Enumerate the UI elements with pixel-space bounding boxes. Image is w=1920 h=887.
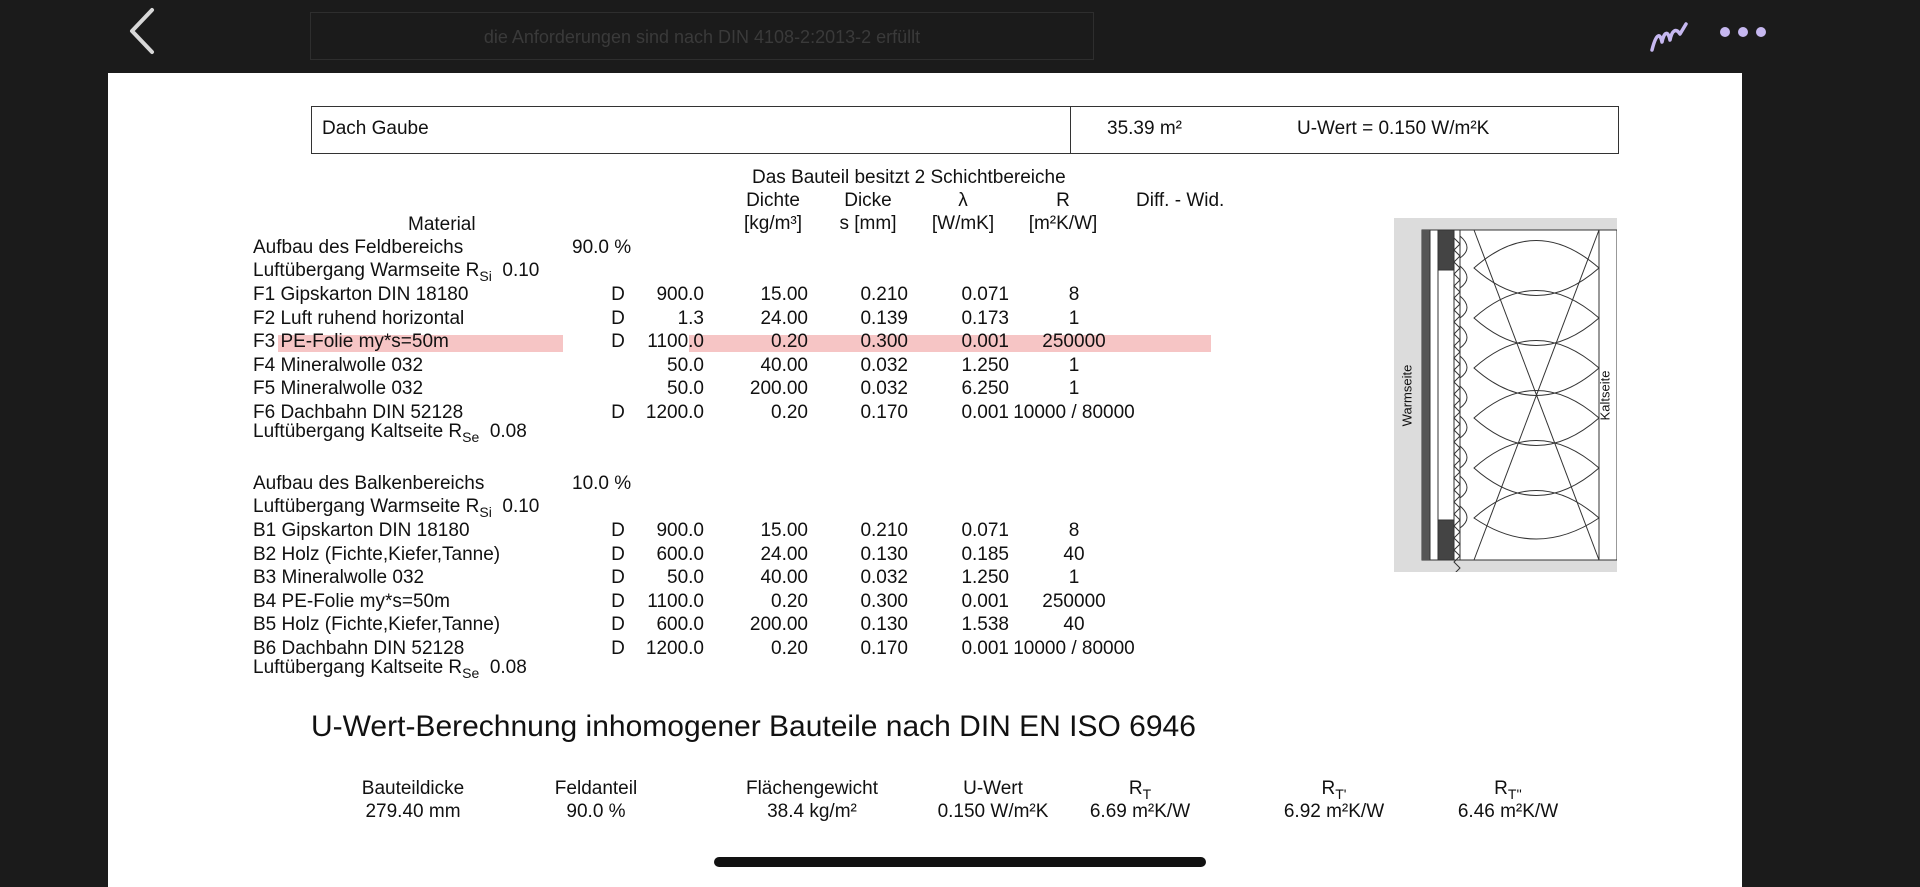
balken-cell-dicke: 24.00 [760, 543, 808, 565]
feld-cell-dichte: 1.3 [677, 307, 704, 329]
summary-label-text: Bauteildicke [361, 778, 465, 799]
feld-kalt-sub: Se [462, 428, 480, 445]
feld-cell-lambda: 0.032 [860, 354, 908, 376]
col-dichte: Dichte [746, 190, 800, 211]
feld-warm-value: 0.10 [502, 260, 540, 281]
feld-cell-diff: 1 [1068, 378, 1080, 399]
balken-cell-d: D [611, 543, 625, 565]
component-header-box [311, 106, 1619, 154]
summary-label [722, 778, 902, 800]
balken-cell-d: D [611, 567, 625, 588]
balken-cell-dichte: 600.0 [656, 614, 704, 635]
col-diff: Diff. - Wid. [1136, 190, 1225, 211]
feld-cell-name: F4 Mineralwolle 032 [253, 354, 424, 376]
balken-cell-dichte: 600.0 [656, 543, 704, 565]
back-chevron-icon[interactable] [120, 4, 160, 58]
feld-cell-dicke: 0.20 [771, 401, 808, 423]
feld-cell-dichte: 1200.0 [645, 401, 704, 423]
summary-value: 90.0 % [566, 801, 626, 822]
balken-cell-name: B5 Holz (Fichte,Kiefer,Tanne) [253, 614, 501, 635]
summary-label [506, 778, 686, 800]
col-dichte-unit: [kg/m³] [743, 213, 803, 234]
balken-cell-name: B2 Holz (Fichte,Kiefer,Tanne) [253, 543, 501, 565]
feld-warm-sub: Si [479, 267, 492, 284]
col-lambda: λ [958, 190, 968, 211]
feld-cell-diff: 8 [1068, 284, 1080, 305]
feld-cell-r: 0.173 [961, 307, 1009, 329]
balken-cell-dichte: 50.0 [667, 567, 704, 588]
feld-kalt [253, 421, 527, 445]
balken-cell-name: B3 Mineralwolle 032 [253, 567, 425, 588]
component-section-diagram [1394, 218, 1617, 572]
more-options-icon[interactable] [1720, 24, 1780, 48]
feld-cell-diff: 10000 / 80000 [1013, 401, 1135, 423]
summary-value: 279.40 mm [365, 801, 461, 822]
summary-value: 6.46 m²K/W [1457, 801, 1559, 822]
feld-cell-lambda: 0.170 [860, 401, 908, 423]
feld-cell-dicke: 15.00 [760, 284, 808, 305]
summary-label-sub: T [1142, 785, 1152, 802]
summary-label [1418, 778, 1598, 802]
feld-cell-r: 0.001 [961, 331, 1009, 352]
balken-warm-label: Luftübergang Warmseite R [253, 496, 480, 517]
feld-cell-d: D [611, 284, 625, 305]
feld-kalt-label: Luftübergang Kaltseite R [253, 421, 463, 442]
balken-cell-d: D [611, 614, 625, 635]
summary-label-text: R [1494, 778, 1508, 799]
feld-cell-r: 1.250 [961, 354, 1009, 376]
summary-label-sub: T' [1335, 785, 1347, 802]
balken-cell-lambda: 0.130 [860, 543, 908, 565]
layer-drawing-icon [1394, 218, 1617, 572]
feld-cell-dichte: 900.0 [656, 284, 704, 305]
diagram-warm-label: Warmseite [1399, 364, 1415, 427]
balken-cell-r: 1.538 [961, 614, 1009, 635]
feld-cell-name: F2 Luft ruhend horizontal [253, 307, 465, 329]
left-margin [0, 73, 108, 887]
schicht-info: Das Bauteil besitzt 2 Schichtbereiche [752, 167, 1066, 188]
feld-cell-r: 6.250 [961, 378, 1009, 399]
component-uwert: U-Wert = 0.150 W/m²K [1297, 118, 1490, 139]
summary-label-text: R [1128, 778, 1143, 799]
summary-value: 6.92 m²K/W [1283, 801, 1385, 822]
balken-cell-diff: 1 [1068, 567, 1080, 588]
balken-cell-dicke: 15.00 [760, 520, 808, 541]
balken-cell-diff: 250000 [1042, 590, 1106, 612]
col-dicke: Dicke [844, 190, 892, 211]
document-title-ghost: die Anforderungen sind nach DIN 4108-2:2013-2 erfüllt [310, 12, 1094, 60]
col-r: R [1056, 190, 1070, 211]
balken-cell-dichte: 1200.0 [645, 637, 704, 659]
col-dicke-unit: s [mm] [839, 213, 897, 234]
balken-cell-r: 0.185 [961, 543, 1009, 565]
diagram-kalt-label: Kaltseite [1597, 370, 1613, 421]
feld-cell-r: 0.071 [961, 284, 1009, 305]
feld-cell-lambda: 0.210 [860, 284, 908, 305]
balken-cell-d: D [611, 590, 625, 612]
feld-cell-dichte: 50.0 [667, 378, 704, 399]
balken-title: Aufbau des Balkenbereichs [253, 473, 485, 494]
component-name: Dach Gaube [322, 118, 429, 139]
balken-cell-dicke: 200.00 [749, 614, 808, 635]
balken-cell-lambda: 0.130 [860, 614, 908, 635]
balken-kalt-sub: Se [462, 664, 480, 681]
balken-cell-name: B4 PE-Folie my*s=50m [253, 590, 450, 612]
balken-cell-diff: 8 [1068, 520, 1080, 541]
balken-kalt [253, 657, 527, 681]
header-divider [1070, 107, 1071, 153]
balken-cell-lambda: 0.210 [860, 520, 908, 541]
balken-kalt-value: 0.08 [489, 657, 527, 678]
feld-cell-lambda: 0.139 [860, 307, 908, 329]
balken-cell-r: 0.001 [961, 637, 1009, 659]
balken-cell-dicke: 0.20 [771, 637, 808, 659]
summary-label-text: Feldanteil [554, 778, 638, 799]
col-material: Material [408, 214, 476, 235]
balken-cell-name: B6 Dachbahn DIN 52128 [253, 637, 465, 659]
feld-cell-name: F6 Dachbahn DIN 52128 [253, 401, 464, 423]
balken-cell-diff: 40 [1063, 543, 1085, 565]
col-r-unit: [m²K/W] [1028, 213, 1098, 234]
summary-label [1050, 778, 1230, 802]
feld-cell-name: F3 PE-Folie my*s=50m [253, 331, 449, 352]
summary-label-sub: T'' [1507, 785, 1522, 802]
feld-cell-d: D [611, 307, 625, 329]
balken-kalt-label: Luftübergang Kaltseite R [253, 657, 463, 678]
balken-cell-d: D [611, 520, 625, 541]
balken-warm [253, 496, 539, 520]
feld-cell-dicke: 40.00 [760, 354, 808, 376]
feld-cell-dicke: 0.20 [771, 331, 808, 352]
summary-label [1244, 778, 1424, 802]
home-indicator[interactable] [714, 857, 1206, 867]
balken-cell-dichte: 900.0 [656, 520, 704, 541]
feld-cell-r: 0.001 [961, 401, 1009, 423]
summary-label-text: Flächengewicht [745, 778, 879, 799]
balken-cell-dicke: 0.20 [771, 590, 808, 612]
feld-warm-label: Luftübergang Warmseite R [253, 260, 480, 281]
section-title: U-Wert-Berechnung inhomogener Bauteile nach DIN EN ISO 6946 [311, 710, 1196, 743]
feld-cell-lambda: 0.032 [860, 378, 908, 399]
balken-cell-r: 1.250 [961, 567, 1009, 588]
markup-pen-icon[interactable] [1646, 14, 1690, 58]
top-bar [0, 0, 1920, 73]
summary-label-text: U-Wert [963, 778, 1023, 799]
summary-value: 38.4 kg/m² [767, 801, 857, 822]
balken-percent: 10.0 % [572, 473, 632, 494]
component-area: 35.39 m² [1107, 118, 1182, 139]
summary-label [323, 778, 503, 800]
balken-cell-r: 0.001 [961, 590, 1009, 612]
feld-cell-diff: 250000 [1042, 331, 1106, 352]
feld-cell-dichte: 1100.0 [647, 331, 704, 352]
balken-cell-r: 0.071 [961, 520, 1009, 541]
feld-cell-d: D [611, 331, 625, 352]
feld-cell-d: D [611, 401, 625, 423]
feld-cell-diff: 1 [1068, 354, 1080, 376]
feld-cell-dicke: 200.00 [749, 378, 808, 399]
balken-cell-dicke: 40.00 [760, 567, 808, 588]
feld-cell-diff: 1 [1068, 307, 1080, 329]
feld-cell-dicke: 24.00 [760, 307, 808, 329]
col-lambda-unit: [W/mK] [931, 213, 995, 234]
balken-cell-lambda: 0.170 [860, 637, 908, 659]
feld-kalt-value: 0.08 [489, 421, 527, 442]
balken-cell-diff: 10000 / 80000 [1013, 637, 1135, 659]
feld-title: Aufbau des Feldbereichs [253, 237, 464, 258]
balken-cell-lambda: 0.032 [860, 567, 908, 588]
balken-cell-name: B1 Gipskarton DIN 18180 [253, 520, 470, 541]
feld-cell-name: F1 Gipskarton DIN 18180 [253, 284, 469, 305]
feld-cell-name: F5 Mineralwolle 032 [253, 378, 424, 399]
balken-cell-diff: 40 [1063, 614, 1085, 635]
feld-cell-lambda: 0.300 [860, 331, 908, 352]
summary-value: 0.150 W/m²K [937, 801, 1049, 822]
balken-warm-sub: Si [479, 503, 492, 520]
balken-cell-dichte: 1100.0 [647, 590, 704, 612]
document-page [108, 73, 1742, 887]
summary-label-text: R [1321, 778, 1336, 799]
feld-percent: 90.0 % [572, 237, 632, 258]
balken-cell-lambda: 0.300 [860, 590, 908, 612]
right-margin [1742, 73, 1920, 887]
balken-warm-value: 0.10 [502, 496, 540, 517]
summary-value: 6.69 m²K/W [1089, 801, 1191, 822]
feld-cell-dichte: 50.0 [667, 354, 704, 376]
balken-cell-d: D [611, 637, 625, 659]
feld-warm [253, 260, 539, 284]
